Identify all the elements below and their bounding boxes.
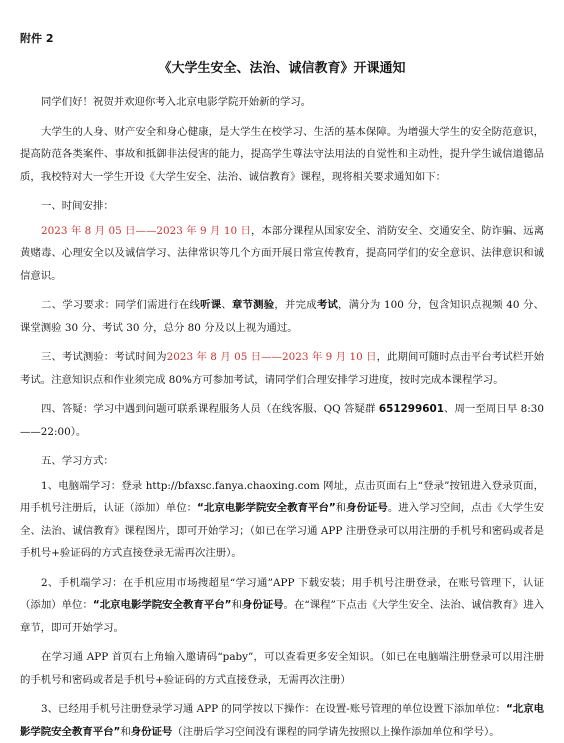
section-2-text: 二、学习要求：同学们需进行在线	[41, 299, 201, 311]
section-1-paragraph	[20, 220, 544, 288]
mobile-id-number-label: 身份证号	[241, 599, 284, 611]
section-4-text-post: 、周一至周日早 8:30——22:00）。	[20, 403, 545, 438]
section-3-paragraph	[20, 346, 544, 391]
section-2-text-mid: ，并完成	[274, 299, 317, 311]
qq-group-number: 651299601	[378, 403, 444, 415]
pc-study-text: 1、电脑端学习：登录 http://bfaxsc.fanya.chaoxing.com 网址，点击页面右上“登录”按钮进入登录页面，用手机号注册后，认证（添加）单位：	[20, 479, 544, 514]
existing-and-text: 和	[120, 725, 131, 738]
existing-user-paragraph	[20, 698, 544, 743]
mobile-study-text-post: 。在“课程”下点击《大学生安全、法治、诚信教育》进入章节，即可开始学习。	[20, 599, 545, 634]
existing-id-number-label: 身份证号	[130, 725, 173, 738]
section-2-paragraph	[20, 294, 544, 339]
existing-unit-name: “北京电影学院安全教育平台”	[20, 703, 544, 738]
section-3-text-post: ，此期间可随时点击平台考试栏开始考试。注意知识点和作业须完成 80%方可参加考试，请同学们合理安排学习进度，按时完成本课程学习。	[20, 351, 544, 386]
mobile-study-paragraph	[20, 572, 544, 640]
section-3-dates: 2023 年 8 月 05 日——2023 年 9 月 10 日	[166, 351, 377, 363]
section-5-heading: 五、学习方式：	[41, 455, 114, 467]
mobile-and-text: 和	[231, 599, 242, 611]
section-1-dates: 2023 年 8 月 05 日——2023 年 9 月 10 日	[41, 224, 251, 237]
section-3-text: 三、考试测验：考试时间为	[41, 351, 167, 363]
invite-code-paragraph: 在学习通 APP 首页右上角输入邀请码“paby”，可以查看更多安全知识。（如已在电脑端注册登录可以用注册的手机号和密码或者是手机号+验证码的方式直接登录，无需再次注册）	[20, 651, 544, 686]
attachment-label: 附件 2	[20, 32, 54, 45]
greeting-paragraph: 同学们好！祝贺并欢迎你考入北京电影学院开始新的学习。	[41, 96, 312, 108]
existing-user-text-post: （注册后学习空间没有课程的同学请先按照以上操作添加单位和学号）。	[172, 725, 500, 738]
pc-unit-name: “北京电影学院安全教育平台”	[197, 502, 336, 514]
mobile-study-text: 2、手机端学习：在手机应用市场搜超星“学习通”APP 下载安装；用手机号注册登录，在账号管理下，认证（添加）单位：	[20, 576, 544, 611]
mobile-unit-name: “北京电影学院安全教育平台”	[92, 599, 232, 611]
keyword-listening: 听课	[200, 299, 222, 311]
keyword-exam: 考试	[316, 299, 339, 311]
pc-and-text: 和	[335, 502, 347, 514]
page-title: 《大学生安全、法治、诚信教育》开课通知	[158, 61, 406, 76]
section-1-body: ，本部分课程从国家安全、消防安全、交通安全、防诈骗、远离黄赌毒、心理安全以及诚信学习、法律常识等几个方面开展日常宣传教育，提高同学们的安全意识、法律意识和诚信意识。	[20, 224, 544, 282]
pc-study-text-post: 。进入学习空间，点击《大学生安全、法治、诚信教育》课程图片，即可开始学习；（如已在学习通 APP 注册登录可以用注册的手机号和密码或者是手机号+验证码的方式直接登录无需再次注册）。	[20, 502, 545, 559]
keyword-chapter-quiz: 章节测验	[231, 299, 275, 311]
intro-paragraph: 大学生的人身、财产安全和身心健康，是大学生在校学习、生活的基本保障。为增强大学生的安全防范意识，提高防范各类案件、事故和抵御非法侵害的能力，提高学生尊法守法用法的自觉性和主动性，提升学生诚信道德品质，我校特对大一学生开设《大学生安全、法治、诚信教育》课程，现将相关要求通知如下：	[20, 125, 544, 183]
pc-study-paragraph	[20, 475, 544, 565]
section-4-paragraph	[20, 398, 544, 443]
existing-user-text: 3、已经用手机号注册登录学习通 APP 的同学按以下操作：在设置-账号管理的单位设置下添加单位：	[41, 703, 506, 715]
section-1-heading: 一、时间安排：	[41, 200, 114, 212]
pc-id-number-label: 身份证号	[346, 502, 388, 514]
section-4-text: 四、答疑：学习中遇到问题可联系课程服务人员（在线客服、QQ 答疑群	[41, 403, 379, 415]
section-2-separator: 、	[221, 299, 232, 311]
section-2-text-post: ，满分为 100 分，包含知识点视频 40 分、课堂测验 30 分、考试 30 分，总分 80 分及以上视为通过。	[20, 299, 545, 334]
